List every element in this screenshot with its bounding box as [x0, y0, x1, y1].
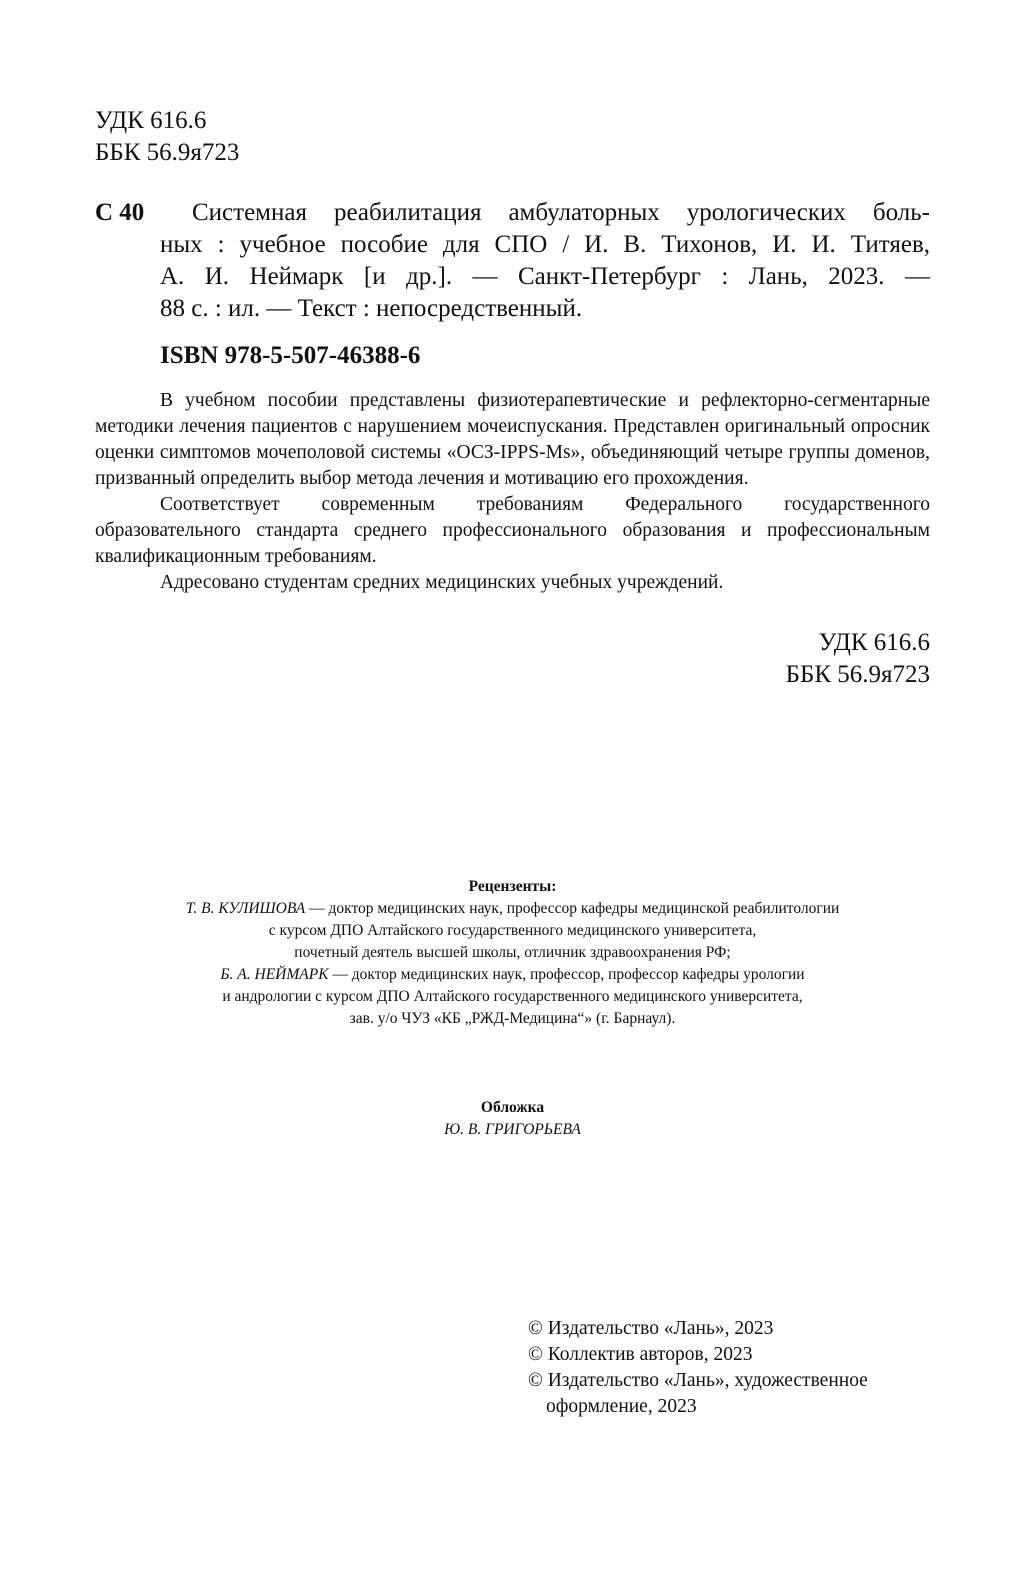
bibliographic-entry [95, 197, 930, 325]
copyright-line: © Издательство «Лань», 2023 [528, 1318, 774, 1339]
bbk-code: ББК 56.9я723 [785, 661, 930, 688]
bbk-code: ББК 56.9я723 [95, 139, 240, 166]
copyright-block [528, 1316, 948, 1420]
bib-line-4: 88 с. : ил. — Текст : непосредственный. [160, 295, 583, 322]
reviewer-2-line-1: Б. А. НЕЙМАРК — доктор медицинских наук, профессор, профессор кафедры урологии [220, 966, 805, 983]
bibliographic-description [160, 197, 930, 325]
copyright-line: © Коллектив авторов, 2023 [528, 1344, 753, 1365]
reviewer-1-line-2: с курсом ДПО Алтайского государственного медицинского университета, [268, 922, 757, 939]
reviewer-2-line-3: зав. у/о ЧУЗ «КБ „РЖД-Медицина“» (г. Барнаул). [349, 1010, 676, 1027]
abstract-paragraph: Адресовано студентам средних медицинских учебных учреждений. [160, 572, 724, 593]
cover-heading: Обложка [480, 1099, 545, 1116]
reviewer-1-line-1: Т. В. КУЛИШОВА — доктор медицинских наук, профессор кафедры медицинской реабилитологии [185, 900, 840, 917]
isbn: ISBN 978-5-507-46388-6 [160, 342, 421, 369]
udk-code: УДК 616.6 [818, 629, 930, 656]
reviewer-2-line-2: и андрологии с курсом ДПО Алтайского государственного медицинского университета, [222, 988, 803, 1005]
cover-designer: Ю. В. ГРИГОРЬЕВА [444, 1121, 581, 1138]
abstract-paragraph: Соответствует современным требованиям Федерального государственного образовательного стандарта среднего профессионального образования и профессиональным квалификационным требованиям. [95, 494, 930, 567]
udk-code: УДК 616.6 [95, 107, 207, 134]
classification-top [95, 105, 239, 169]
abstract-paragraph: В учебном пособии представлены физиотерапевтические и рефлекторно-сегментарные методики лечения пациентов с нарушением мочеиспускания. Представлен оригинальный опросник оценки симптомов мочеполовой системы «ОСЗ-IPPS-Ms», объединяющий четыре группы доменов, призванный определить выбор метода лечения и мотивацию его прохождения. [95, 390, 930, 489]
reviewer-1-name: Т. В. КУЛИШОВА [185, 900, 306, 917]
bib-line-3: А. И. Неймарк [и др.]. — Санкт-Петербург : Лань, 2023. — [160, 263, 930, 290]
reviewers-block [60, 876, 965, 1030]
bib-line-1: Системная реабилитация амбулаторных урологических боль- [192, 199, 930, 226]
bib-line-2: ных : учебное пособие для СПО / И. В. Тихонов, И. И. Титяев, [160, 231, 930, 258]
abstract [95, 388, 930, 596]
reviewer-1-line-3: почетный деятель высшей школы, отличник здравоохранения РФ; [294, 944, 731, 961]
cover-credit [60, 1097, 965, 1141]
copyright-line: оформление, 2023 [546, 1396, 697, 1417]
author-mark: С 40 [95, 199, 145, 226]
reviewers-heading: Рецензенты: [468, 878, 557, 895]
copyright-line: © Издательство «Лань», художественное [528, 1370, 868, 1391]
reviewer-2-name: Б. А. НЕЙМАРК [220, 966, 329, 983]
classification-bottom [600, 627, 930, 691]
